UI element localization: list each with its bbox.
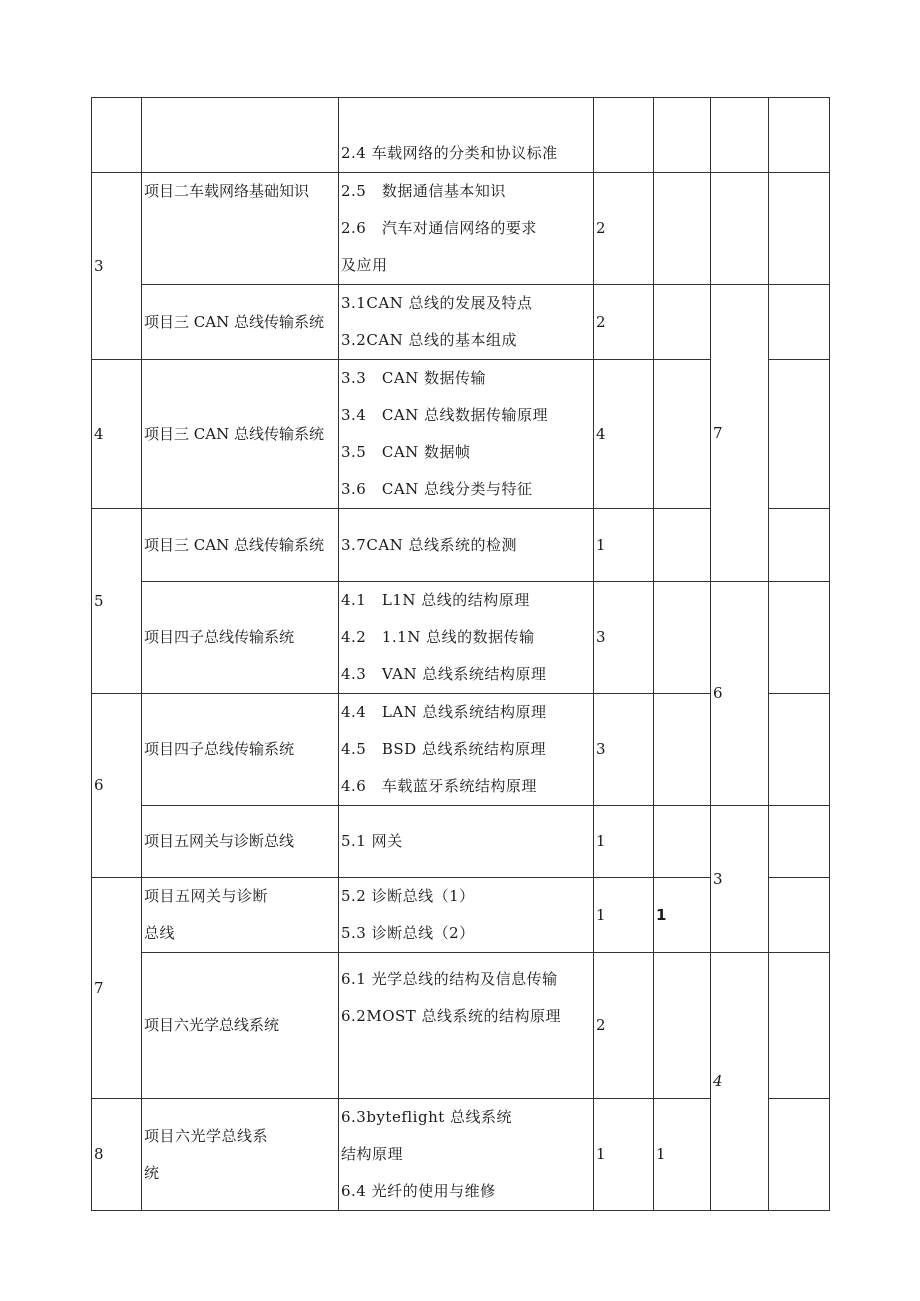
lessons-cell [339,173,594,285]
table-row [92,806,830,878]
lesson-line: 4.5 BSD 总线系统结构原理 [341,740,546,758]
project-cell: 项目三 CAN 总线传输系统 [142,509,339,582]
total-cell: 4 [711,953,769,1211]
project-cell [142,98,339,173]
total-cell: 7 [711,285,769,582]
hours-cell: 2 [594,173,654,285]
remarks-cell [769,98,830,173]
project-cell: 项目二车载网络基础知识 [142,173,339,285]
extra-cell [654,98,711,173]
lesson-line: 4.1 L1N 总线的结构原理 [341,591,530,609]
table-row [92,173,830,285]
lesson-line [341,98,591,135]
total-cell: 3 [711,806,769,953]
remarks-cell [769,953,830,1099]
lesson-line: 2.5 数据通信基本知识 [341,182,506,200]
hours-cell: 3 [594,582,654,694]
total-cell [711,98,769,173]
extra-cell: 1 [654,878,711,953]
remarks-cell [769,285,830,360]
lesson-line: 3.2CAN 总线的基本组成 [341,331,518,349]
lesson-line: 及应用 [341,256,388,274]
lesson-line: 4.3 VAN 总线系统结构原理 [341,665,547,683]
teaching-schedule-table [91,97,830,1211]
remarks-cell [769,360,830,509]
week-cell [92,98,142,173]
table-row [92,582,830,694]
lessons-cell [339,285,594,360]
remarks-cell [769,806,830,878]
hours-cell: 2 [594,285,654,360]
lesson-line: 3.1CAN 总线的发展及特点 [341,294,533,312]
remarks-cell [769,694,830,806]
project-line: 项目六光学总线系 [144,1126,269,1145]
lessons-cell [339,878,594,953]
project-cell: 项目四子总线传输系统 [142,694,339,806]
week-cell: 5 [92,509,142,694]
extra-cell [654,953,711,1099]
hours-cell: 2 [594,953,654,1099]
extra-cell [654,806,711,878]
lesson-line: 6.2MOST 总线系统的结构原理 [341,1007,562,1025]
hours-cell: 4 [594,360,654,509]
week-cell: 6 [92,694,142,878]
lesson-line: 6.1 光学总线的结构及信息传输 [341,970,558,988]
lessons-cell [339,1099,594,1211]
table-row [92,285,830,360]
lesson-line: 6.3byteflight 总线系统 [341,1108,513,1126]
lesson-line: 3.5 CAN 数据帧 [341,443,471,461]
remarks-cell [769,1099,830,1211]
lessons-cell [339,98,594,173]
remarks-cell [769,582,830,694]
remarks-cell [769,878,830,953]
lesson-line: 2.6 汽车对通信网络的要求 [341,219,537,237]
extra-cell [654,173,711,285]
lesson-line: 2.4 车载网络的分类和协议标准 [341,144,558,162]
lesson-line: 6.4 光纤的使用与维修 [341,1182,496,1200]
extra-cell [654,694,711,806]
hours-cell [594,98,654,173]
project-cell: 项目三 CAN 总线传输系统 [142,285,339,360]
extra-cell [654,360,711,509]
spacer [341,953,591,961]
extra-cell [654,509,711,582]
lessons-cell [339,953,594,1099]
project-cell: 项目三 CAN 总线传输系统 [142,360,339,509]
project-cell: 项目六光学总线系统 [142,953,339,1099]
lesson-line: 4.6 车载蓝牙系统结构原理 [341,777,537,795]
lesson-line: 3.3 CAN 数据传输 [341,369,487,387]
total-cell: 6 [711,582,769,806]
hours-cell: 1 [594,509,654,582]
project-line: 统 [144,1163,160,1182]
extra-cell: 1 [654,1099,711,1211]
project-cell [142,1099,339,1211]
project-line: 总线 [144,924,176,942]
remarks-cell [769,173,830,285]
lessons-cell [339,694,594,806]
project-cell: 项目四子总线传输系统 [142,582,339,694]
lesson-line: 5.1 网关 [341,832,403,850]
lessons-cell [339,582,594,694]
week-cell: 4 [92,360,142,509]
lesson-line: 4.4 LAN 总线系统结构原理 [341,703,547,721]
hours-cell: 3 [594,694,654,806]
project-line: 项目五网关与诊断 [144,887,269,905]
lesson-line: 3.4 CAN 总线数据传输原理 [341,406,549,424]
table-row [92,98,830,173]
hours-cell: 1 [594,1099,654,1211]
week-cell: 7 [92,878,142,1099]
lessons-cell [339,806,594,878]
lesson-line: 5.3 诊断总线（2） [341,924,475,942]
lesson-line: 4.2 1.1N 总线的数据传输 [341,628,535,646]
week-cell: 8 [92,1099,142,1211]
extra-cell [654,582,711,694]
hours-cell: 1 [594,878,654,953]
lesson-line: 3.7CAN 总线系统的检测 [341,535,518,554]
lessons-cell [339,360,594,509]
total-cell [711,173,769,285]
hours-cell: 1 [594,806,654,878]
remarks-cell [769,509,830,582]
project-cell [142,878,339,953]
table-row [92,953,830,1099]
lessons-cell [339,509,594,582]
week-cell: 3 [92,173,142,360]
lesson-line: 3.6 CAN 总线分类与特征 [341,480,533,498]
extra-cell [654,285,711,360]
project-cell: 项目五网关与诊断总线 [142,806,339,878]
lesson-line: 结构原理 [341,1145,404,1163]
lesson-line: 5.2 诊断总线（1） [341,887,475,905]
